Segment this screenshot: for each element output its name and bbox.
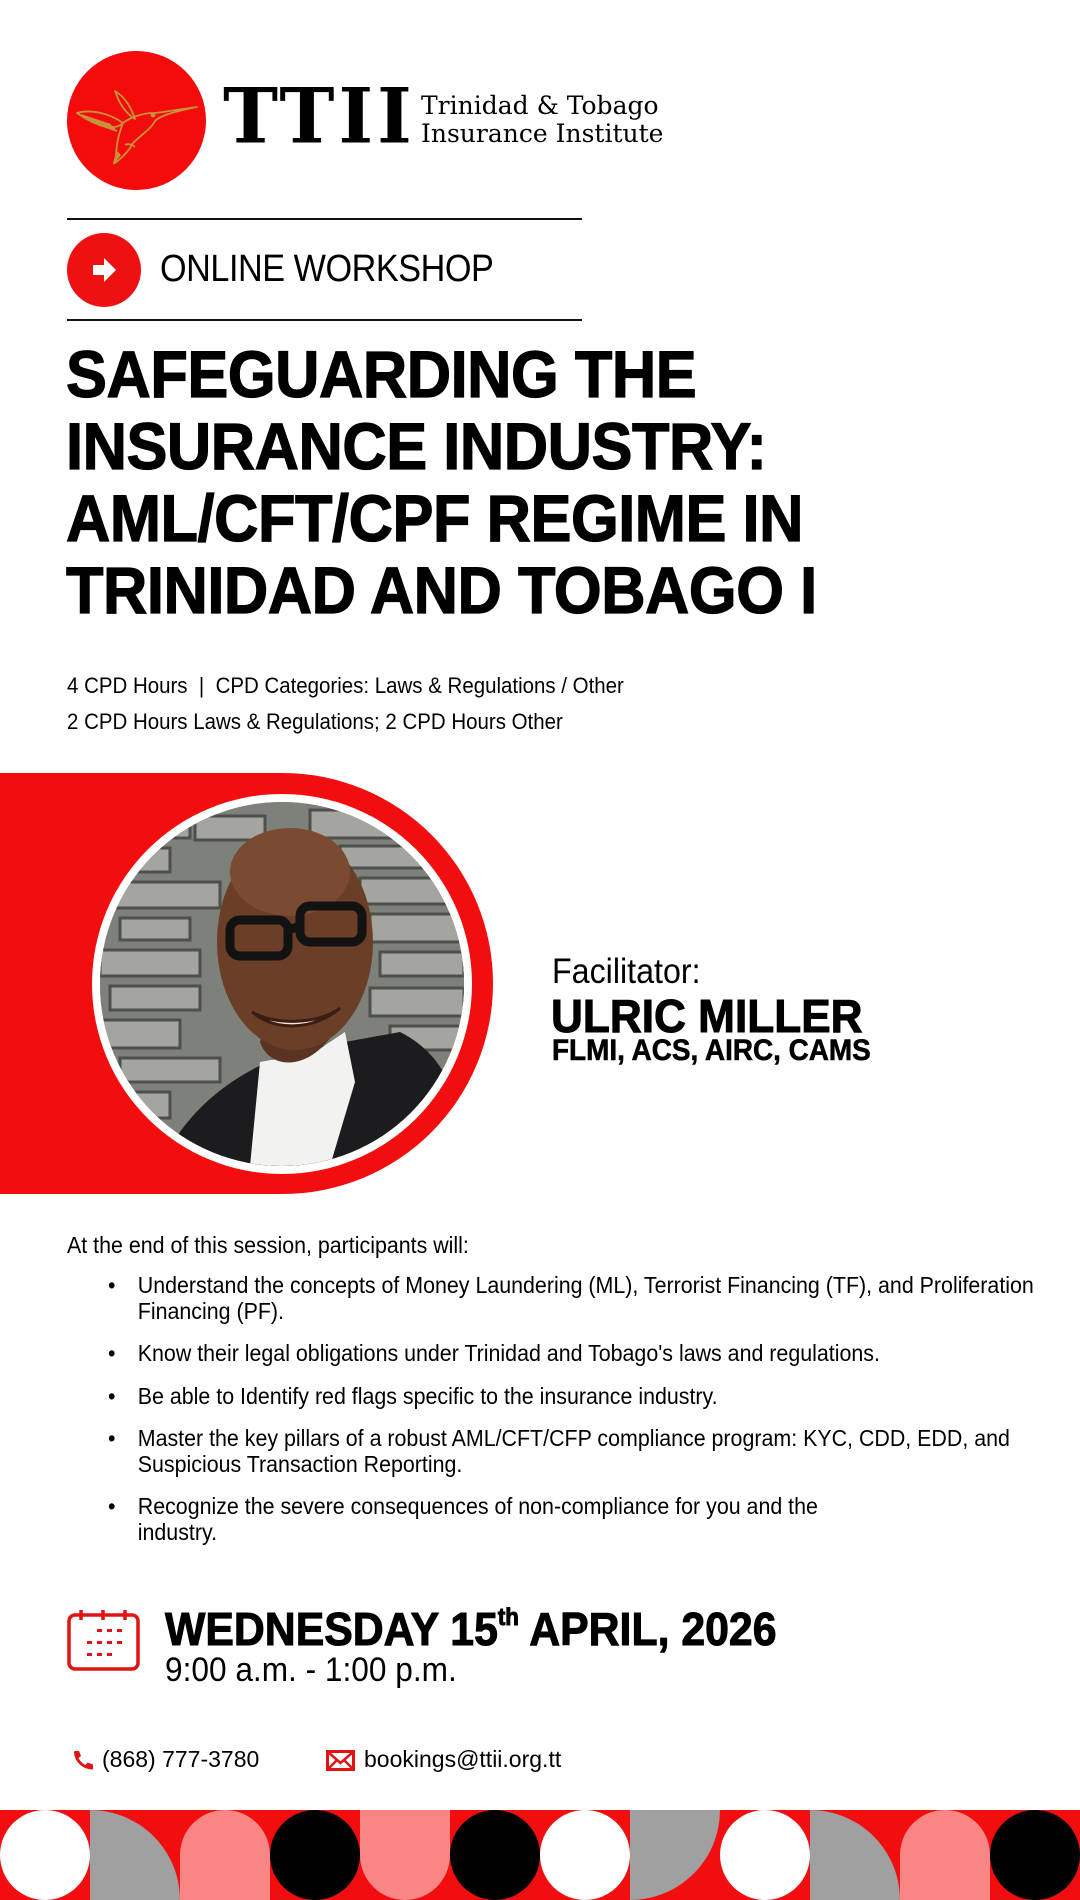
list-item	[108, 1426, 1038, 1477]
bullet-icon: •	[108, 1272, 116, 1298]
pattern-tile	[90, 1810, 180, 1900]
pattern-tile	[810, 1810, 900, 1900]
page-title	[66, 338, 977, 626]
pattern-tile	[900, 1810, 990, 1900]
event-type-badge	[67, 233, 141, 307]
bullet-icon: •	[108, 1493, 116, 1519]
facilitator-photo	[100, 802, 464, 1166]
outcomes-list	[108, 1273, 1068, 1562]
pattern-tile	[990, 1810, 1080, 1900]
circle-shape	[720, 1810, 810, 1900]
facilitator-name: ULRIC MILLER	[551, 990, 863, 1042]
facilitator-credentials: FLMI, ACS, AIRC, CAMS	[552, 1034, 871, 1067]
mail-icon	[326, 1750, 355, 1771]
title-line-2: INSURANCE INDUSTRY:	[66, 409, 767, 483]
pattern-tile	[0, 1810, 90, 1900]
outcome-text: Be able to Identify red flags specific to the insurance industry.	[137, 1382, 718, 1409]
pattern-tile	[450, 1810, 540, 1900]
circle-shape	[990, 1810, 1080, 1900]
outcomes-intro: At the end of this session, participants will:	[67, 1232, 469, 1258]
cpd-hours-breakdown: 2 CPD Hours Laws & Regulations; 2 CPD Hours Other	[67, 709, 563, 734]
arch-shape	[180, 1810, 270, 1900]
event-day: WEDNESDAY 15	[165, 1603, 498, 1655]
event-month-year: APRIL, 2026	[518, 1603, 777, 1655]
phone-link[interactable]: (868) 777-3780	[102, 1746, 260, 1772]
title-line-3: AML/CFT/CPF REGIME IN	[66, 481, 803, 555]
list-item	[108, 1494, 871, 1545]
pattern-tile	[720, 1810, 810, 1900]
calendar-icon	[67, 1608, 140, 1671]
pattern-tile	[630, 1810, 720, 1900]
pattern-tile	[180, 1810, 270, 1900]
circle-shape	[540, 1810, 630, 1900]
bullet-icon: •	[108, 1425, 116, 1451]
phone-icon	[72, 1750, 94, 1770]
logo-name-line2: Insurance Institute	[421, 119, 664, 148]
footer-pattern	[0, 1810, 1080, 1900]
event-date	[165, 1603, 777, 1655]
circle-shape	[270, 1810, 360, 1900]
quarter-shape	[90, 1810, 180, 1900]
logo-acronym: TTII	[223, 73, 416, 161]
quarter-shape	[630, 1810, 720, 1900]
outcome-text: Understand the concepts of Money Laundering (ML), Terrorist Financing (TF), and Proliferation Financing (PF).	[137, 1272, 1034, 1324]
logo-name-line1: Trinidad & Tobago	[421, 91, 659, 120]
list-item	[108, 1384, 1047, 1410]
circle-shape	[0, 1810, 90, 1900]
logo-emblem	[67, 51, 206, 190]
arrow-right-icon	[67, 233, 141, 307]
title-line-4: TRINIDAD AND TOBAGO I	[66, 553, 817, 627]
arch-shape	[360, 1810, 450, 1900]
bullet-icon: •	[108, 1340, 116, 1366]
event-ordinal: th	[497, 1604, 519, 1631]
bullet-icon: •	[108, 1382, 116, 1409]
arch-shape	[900, 1810, 990, 1900]
circle-shape	[450, 1810, 540, 1900]
email-link[interactable]: bookings@ttii.org.tt	[364, 1746, 562, 1772]
title-line-1: SAFEGUARDING THE	[66, 337, 697, 411]
cpd-info	[67, 668, 624, 740]
event-time: 9:00 a.m. - 1:00 p.m.	[165, 1651, 457, 1689]
portrait-image	[100, 802, 464, 1166]
divider-bottom	[67, 319, 582, 321]
facilitator-label: Facilitator:	[552, 952, 701, 991]
divider-top	[67, 218, 582, 220]
logo-institute-name	[421, 92, 663, 148]
pattern-tile	[540, 1810, 630, 1900]
quarter-shape	[810, 1810, 900, 1900]
outcome-text: Know their legal obligations under Trinidad and Tobago's laws and regulations.	[137, 1340, 880, 1366]
pattern-tile	[270, 1810, 360, 1900]
list-item	[108, 1273, 1038, 1324]
event-type-label: ONLINE WORKSHOP	[160, 248, 494, 290]
outcome-text: Recognize the severe consequences of non-compliance for you and the industry.	[137, 1493, 818, 1545]
hummingbird-icon	[67, 51, 206, 190]
cpd-hours-categories: 4 CPD Hours | CPD Categories: Laws & Regulations / Other	[67, 673, 624, 698]
pattern-tile	[360, 1810, 450, 1900]
list-item	[108, 1341, 1047, 1367]
outcome-text: Master the key pillars of a robust AML/CFT/CFP compliance program: KYC, CDD, EDD, and Suspicious Transaction Reporting.	[137, 1425, 1010, 1477]
